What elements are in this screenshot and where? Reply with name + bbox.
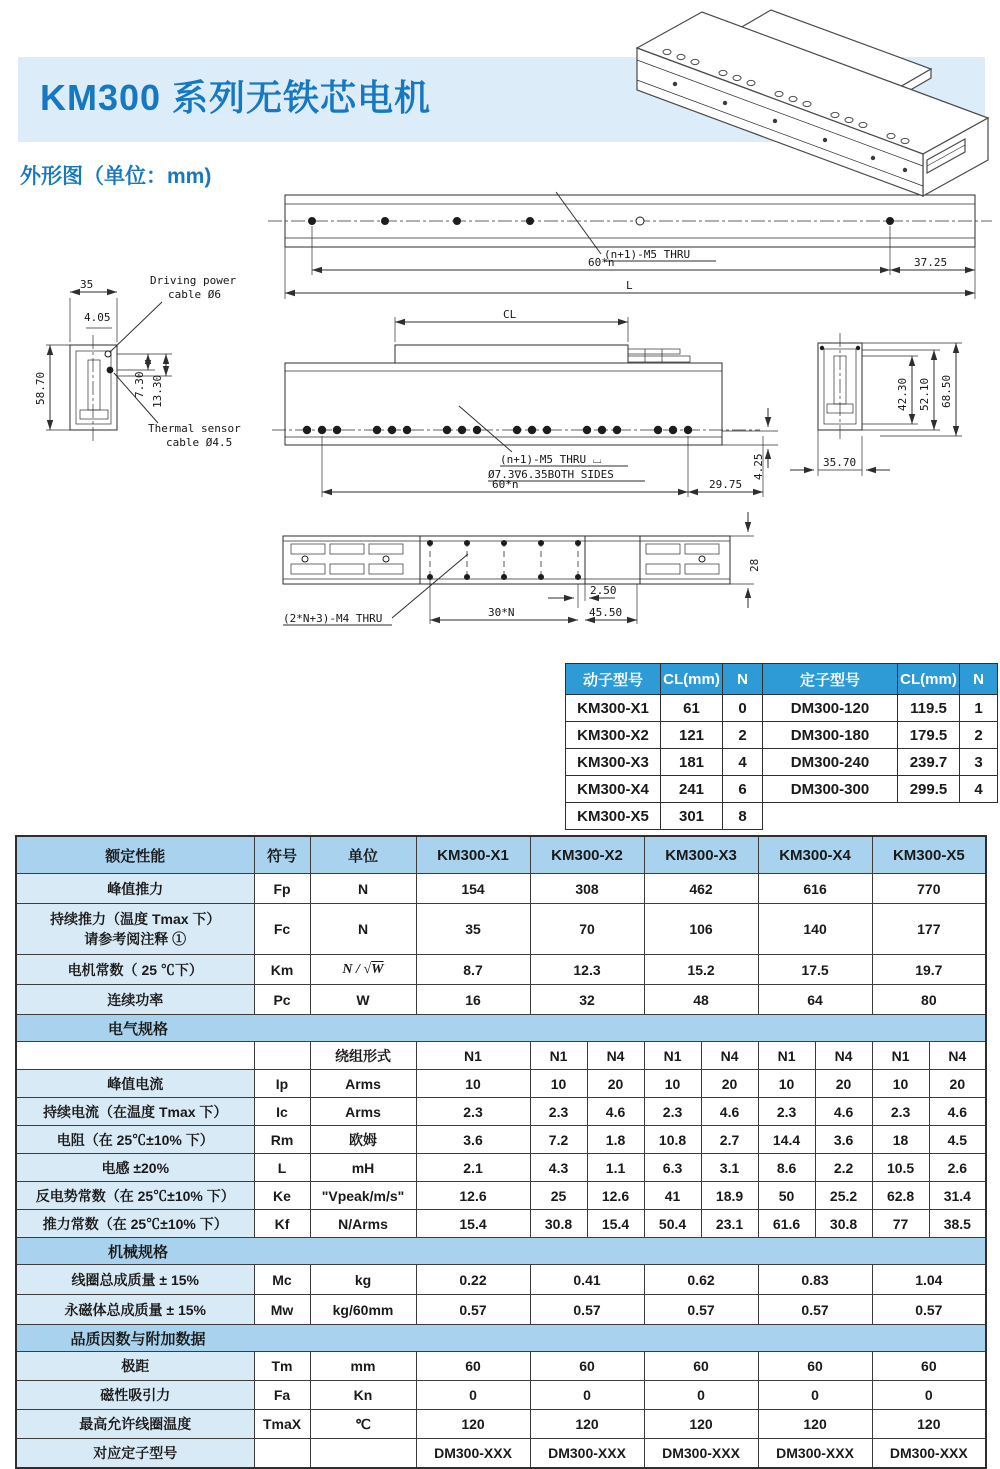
value-cell: 77 xyxy=(872,1210,929,1238)
value-cell: 6.3 xyxy=(644,1154,701,1182)
value-cell: 70 xyxy=(530,904,644,955)
model-table-row xyxy=(566,803,998,830)
value-cell: N1 xyxy=(872,1042,929,1070)
model-table-row xyxy=(566,695,998,722)
rotor-n-cell: 4 xyxy=(723,749,763,776)
symbol-cell xyxy=(254,1042,310,1070)
stator-model-cell: DM300-180 xyxy=(763,722,898,749)
value-cell: 80 xyxy=(872,985,986,1015)
column-header: N xyxy=(960,664,998,695)
rotor-cl-cell: 241 xyxy=(661,776,723,803)
dim-label: (n+1)-M5 THRU ⌴ xyxy=(500,453,602,466)
dim-label: 4.05 xyxy=(84,311,111,324)
value-cell: 60 xyxy=(530,1352,644,1381)
spec-table-header-row xyxy=(16,836,986,874)
value-cell: 0 xyxy=(416,1381,530,1410)
value-cell: 0 xyxy=(530,1381,644,1410)
symbol-cell: Rm xyxy=(254,1126,310,1154)
value-cell: 50.4 xyxy=(644,1210,701,1238)
value-cell: 0.41 xyxy=(530,1265,644,1295)
value-cell: 16 xyxy=(416,985,530,1015)
value-cell: 2.1 xyxy=(416,1154,530,1182)
value-cell: 12.6 xyxy=(587,1182,644,1210)
rotor-cl-cell: 121 xyxy=(661,722,723,749)
unit-cell: Arms xyxy=(310,1098,416,1126)
value-cell: 462 xyxy=(644,874,758,904)
value-cell: 120 xyxy=(530,1410,644,1439)
unit-cell: N/Arms xyxy=(310,1210,416,1238)
symbol-cell: Ke xyxy=(254,1182,310,1210)
dim-label: L xyxy=(626,279,633,292)
value-cell: 2.3 xyxy=(872,1098,929,1126)
value-cell: 308 xyxy=(530,874,644,904)
dim-label: 45.50 xyxy=(589,606,623,619)
value-cell: 20 xyxy=(587,1070,644,1098)
value-cell: 4.6 xyxy=(929,1098,986,1126)
spec-data-row xyxy=(16,874,986,904)
value-cell: 2.3 xyxy=(530,1098,587,1126)
value-cell: 8.6 xyxy=(758,1154,815,1182)
value-cell: 10 xyxy=(416,1070,530,1098)
model-table-body xyxy=(566,695,998,830)
value-cell: 10 xyxy=(872,1070,929,1098)
value-cell: 3.6 xyxy=(416,1126,530,1154)
column-header: 定子型号 xyxy=(763,664,898,695)
parameter-label-cell: 磁性吸引力 xyxy=(16,1381,254,1410)
parameter-label-cell: 永磁体总成质量 ± 15% xyxy=(16,1295,254,1325)
value-cell: 60 xyxy=(416,1352,530,1381)
parameter-label-cell: 电阻（在 25℃±10% 下） xyxy=(16,1126,254,1154)
spec-data-row xyxy=(16,1210,986,1238)
value-cell: 0.57 xyxy=(416,1295,530,1325)
model-selection-table xyxy=(565,663,998,830)
stator-n-cell: 3 xyxy=(960,749,998,776)
dim-label: 68.50 xyxy=(940,374,953,408)
stator-model-cell: DM300-300 xyxy=(763,776,898,803)
dim-label: 30*N xyxy=(488,606,515,619)
unit-cell: kg/60mm xyxy=(310,1295,416,1325)
value-cell: 1.1 xyxy=(587,1154,644,1182)
stator-n-cell: 4 xyxy=(960,776,998,803)
rotor-cl-cell: 301 xyxy=(661,803,723,830)
spec-data-row xyxy=(16,1352,986,1381)
cable-label: cable Ø4.5 xyxy=(166,436,233,449)
symbol-cell: Kf xyxy=(254,1210,310,1238)
dim-label: 52.10 xyxy=(918,377,931,411)
unit-cell: "Vpeak/m/s" xyxy=(310,1182,416,1210)
value-cell: 4.6 xyxy=(587,1098,644,1126)
unit-cell: kg xyxy=(310,1265,416,1295)
value-cell: 8.7 xyxy=(416,955,530,985)
value-cell: 120 xyxy=(416,1410,530,1439)
spec-data-row xyxy=(16,1126,986,1154)
unit-cell: 欧姆 xyxy=(310,1126,416,1154)
value-cell: N4 xyxy=(815,1042,872,1070)
value-cell: DM300-XXX xyxy=(872,1439,986,1469)
value-cell: 12.6 xyxy=(416,1182,530,1210)
rotor-n-cell: 6 xyxy=(723,776,763,803)
unit-cell xyxy=(310,1439,416,1469)
value-cell: 3.1 xyxy=(701,1154,758,1182)
dim-label: 28 xyxy=(748,558,761,572)
right-end-view-drawing xyxy=(790,333,962,476)
rotor-cl-cell: 181 xyxy=(661,749,723,776)
dim-label: 29.75 xyxy=(709,478,743,491)
value-cell: 15.4 xyxy=(416,1210,530,1238)
spec-section-row xyxy=(16,1015,986,1042)
value-cell: N4 xyxy=(701,1042,758,1070)
model-table-row xyxy=(566,722,998,749)
rotor-n-cell: 8 xyxy=(723,803,763,830)
dim-label: 4.25 xyxy=(752,453,765,480)
value-cell: 0.57 xyxy=(530,1295,644,1325)
spec-data-row xyxy=(16,1098,986,1126)
unit-cell: ℃ xyxy=(310,1410,416,1439)
spec-table-body xyxy=(16,874,986,1469)
symbol-cell: Tm xyxy=(254,1352,310,1381)
spec-data-row xyxy=(16,1154,986,1182)
parameter-label-cell: 线圈总成质量 ± 15% xyxy=(16,1265,254,1295)
model-table-row xyxy=(566,749,998,776)
dim-label: 35 xyxy=(80,278,94,291)
value-cell: 64 xyxy=(758,985,872,1015)
column-header: KM300-X2 xyxy=(530,836,644,874)
dim-label: 60*n xyxy=(588,256,615,269)
empty-cell xyxy=(960,803,998,830)
value-cell: 32 xyxy=(530,985,644,1015)
value-cell: 2.3 xyxy=(416,1098,530,1126)
model-table-header-row xyxy=(566,664,998,695)
symbol-cell: Fa xyxy=(254,1381,310,1410)
value-cell: 140 xyxy=(758,904,872,955)
empty-cell xyxy=(898,803,960,830)
value-cell: 30.8 xyxy=(815,1210,872,1238)
value-cell: 12.3 xyxy=(530,955,644,985)
unit-cell: N xyxy=(310,874,416,904)
parameter-label-cell: 反电势常数（在 25℃±10% 下） xyxy=(16,1182,254,1210)
value-cell: 1.8 xyxy=(587,1126,644,1154)
value-cell: 10 xyxy=(530,1070,587,1098)
stator-cl-cell: 299.5 xyxy=(898,776,960,803)
rotor-model-cell: KM300-X4 xyxy=(566,776,661,803)
unit-cell: 绕组形式 xyxy=(310,1042,416,1070)
dim-label: 2.50 xyxy=(590,584,617,597)
top-view-drawing xyxy=(268,192,992,299)
value-cell: 0.83 xyxy=(758,1265,872,1295)
value-cell: 2.3 xyxy=(644,1098,701,1126)
stator-model-cell: DM300-240 xyxy=(763,749,898,776)
value-cell: 18 xyxy=(872,1126,929,1154)
value-cell: 60 xyxy=(644,1352,758,1381)
motor-3d-body xyxy=(637,10,988,196)
cable-label: Driving power xyxy=(150,274,237,287)
spec-data-row xyxy=(16,955,986,985)
value-cell: N1 xyxy=(530,1042,587,1070)
value-cell: 4.5 xyxy=(929,1126,986,1154)
value-cell: 0.57 xyxy=(644,1295,758,1325)
rotor-model-cell: KM300-X2 xyxy=(566,722,661,749)
value-cell: 10.8 xyxy=(644,1126,701,1154)
section-header-cell xyxy=(16,1325,986,1352)
parameter-label-cell: 峰值推力 xyxy=(16,874,254,904)
value-cell: N4 xyxy=(587,1042,644,1070)
value-cell: 0.57 xyxy=(872,1295,986,1325)
spec-section-row xyxy=(16,1238,986,1265)
stator-cl-cell: 239.7 xyxy=(898,749,960,776)
value-cell: 154 xyxy=(416,874,530,904)
value-cell: 770 xyxy=(872,874,986,904)
value-cell: 17.5 xyxy=(758,955,872,985)
specification-table xyxy=(15,835,987,1469)
outline-drawing-subtitle: 外形图（单位：mm) xyxy=(20,165,212,188)
value-cell: 60 xyxy=(758,1352,872,1381)
dim-label: CL xyxy=(503,308,517,321)
value-cell: 61.6 xyxy=(758,1210,815,1238)
value-cell: 31.4 xyxy=(929,1182,986,1210)
parameter-label-cell: 最高允许线圈温度 xyxy=(16,1410,254,1439)
value-cell: 177 xyxy=(872,904,986,955)
value-cell: 35 xyxy=(416,904,530,955)
value-cell: 120 xyxy=(644,1410,758,1439)
section-header-cell xyxy=(16,1238,986,1265)
value-cell: 616 xyxy=(758,874,872,904)
spec-data-row xyxy=(16,1381,986,1410)
parameter-label-cell: 持续电流（在温度 Tmax 下） xyxy=(16,1098,254,1126)
column-header: 单位 xyxy=(310,836,416,874)
symbol-cell: Ip xyxy=(254,1070,310,1098)
cable-label: cable Ø6 xyxy=(168,288,221,301)
spec-data-row xyxy=(16,904,986,955)
dim-label: 60*n xyxy=(492,478,519,491)
value-cell: 0.22 xyxy=(416,1265,530,1295)
spec-data-row xyxy=(16,1265,986,1295)
stator-model-cell: DM300-120 xyxy=(763,695,898,722)
side-view-drawing xyxy=(272,308,778,497)
value-cell: 50 xyxy=(758,1182,815,1210)
value-cell: 0.57 xyxy=(758,1295,872,1325)
spec-section-row xyxy=(16,1325,986,1352)
value-cell: 2.6 xyxy=(929,1154,986,1182)
value-cell: 25.2 xyxy=(815,1182,872,1210)
value-cell: 25 xyxy=(530,1182,587,1210)
column-header: KM300-X5 xyxy=(872,836,986,874)
value-cell: 18.9 xyxy=(701,1182,758,1210)
column-header: CL(mm) xyxy=(661,664,723,695)
column-header: KM300-X3 xyxy=(644,836,758,874)
section-title: 机械规格 xyxy=(107,1243,168,1261)
dim-label: (n+1)-M5 THRU xyxy=(604,248,691,261)
dim-label: 58.70 xyxy=(34,371,47,405)
column-header: CL(mm) xyxy=(898,664,960,695)
value-cell: 0 xyxy=(644,1381,758,1410)
column-header: 额定性能 xyxy=(16,836,254,874)
value-cell: 19.7 xyxy=(872,955,986,985)
rotor-cl-cell: 61 xyxy=(661,695,723,722)
value-cell: N1 xyxy=(416,1042,530,1070)
stator-cl-cell: 119.5 xyxy=(898,695,960,722)
value-cell: 0 xyxy=(758,1381,872,1410)
value-cell: 4.6 xyxy=(815,1098,872,1126)
section-title: 品质因数与附加数据 xyxy=(70,1330,206,1348)
value-cell: 2.2 xyxy=(815,1154,872,1182)
dim-label: 35.70 xyxy=(823,456,857,469)
value-cell: 20 xyxy=(701,1070,758,1098)
parameter-label-cell xyxy=(16,1042,254,1070)
column-header: KM300-X1 xyxy=(416,836,530,874)
value-cell: 15.2 xyxy=(644,955,758,985)
product-isometric-drawing xyxy=(605,0,1000,180)
value-cell: 48 xyxy=(644,985,758,1015)
stator-cl-cell: 179.5 xyxy=(898,722,960,749)
value-cell: 2.3 xyxy=(758,1098,815,1126)
parameter-label-cell: 电感 ±20% xyxy=(16,1154,254,1182)
value-cell: 62.8 xyxy=(872,1182,929,1210)
parameter-label-cell: 推力常数（在 25℃±10% 下） xyxy=(16,1210,254,1238)
value-cell: 38.5 xyxy=(929,1210,986,1238)
stator-n-cell: 1 xyxy=(960,695,998,722)
value-cell: 3.6 xyxy=(815,1126,872,1154)
symbol-cell: L xyxy=(254,1154,310,1182)
value-cell: N1 xyxy=(644,1042,701,1070)
parameter-label-cell: 连续功率 xyxy=(16,985,254,1015)
value-cell: 4.3 xyxy=(530,1154,587,1182)
left-end-view-drawing xyxy=(34,274,241,449)
column-header: 动子型号 xyxy=(566,664,661,695)
parameter-label-cell: 持续推力（温度 Tmax 下） 请参考阅注释 ① xyxy=(16,904,254,955)
value-cell: 20 xyxy=(815,1070,872,1098)
column-header: KM300-X4 xyxy=(758,836,872,874)
spec-data-row xyxy=(16,1182,986,1210)
symbol-cell: Fc xyxy=(254,904,310,955)
parameter-label-cell: 峰值电流 xyxy=(16,1070,254,1098)
parameter-label-cell: 电机常数（ 25 ℃下） xyxy=(16,955,254,985)
symbol-cell xyxy=(254,1439,310,1469)
value-cell: DM300-XXX xyxy=(644,1439,758,1469)
value-cell: 1.04 xyxy=(872,1265,986,1295)
value-cell: 60 xyxy=(872,1352,986,1381)
unit-cell: N xyxy=(310,904,416,955)
rotor-model-cell: KM300-X1 xyxy=(566,695,661,722)
value-cell: 20 xyxy=(929,1070,986,1098)
value-cell: N4 xyxy=(929,1042,986,1070)
value-cell: 10 xyxy=(644,1070,701,1098)
value-cell: DM300-XXX xyxy=(530,1439,644,1469)
dim-label: 37.25 xyxy=(914,256,948,269)
dim-label: 42.30 xyxy=(896,377,909,411)
symbol-cell: TmaX xyxy=(254,1410,310,1439)
cable-label: Thermal sensor xyxy=(148,422,241,435)
unit-cell: Arms xyxy=(310,1070,416,1098)
value-cell: DM300-XXX xyxy=(758,1439,872,1469)
unit-cell: W xyxy=(310,985,416,1015)
value-cell: 14.4 xyxy=(758,1126,815,1154)
page-title: KM300 系列无铁芯电机 xyxy=(40,77,432,118)
rotor-n-cell: 2 xyxy=(723,722,763,749)
rotor-model-cell: KM300-X3 xyxy=(566,749,661,776)
stator-n-cell: 2 xyxy=(960,722,998,749)
value-cell: 0 xyxy=(872,1381,986,1410)
value-cell: DM300-XXX xyxy=(416,1439,530,1469)
symbol-cell: Ic xyxy=(254,1098,310,1126)
value-cell: 7.2 xyxy=(530,1126,587,1154)
parameter-label-cell: 极距 xyxy=(16,1352,254,1381)
unit-cell: N / √W xyxy=(310,955,416,985)
spec-data-row xyxy=(16,1439,986,1469)
value-cell: 2.7 xyxy=(701,1126,758,1154)
value-cell: 15.4 xyxy=(587,1210,644,1238)
rotor-model-cell: KM300-X5 xyxy=(566,803,661,830)
symbol-cell: Km xyxy=(254,955,310,985)
dim-label: 7.30 xyxy=(133,371,146,398)
value-cell: 41 xyxy=(644,1182,701,1210)
value-cell: 120 xyxy=(872,1410,986,1439)
value-cell: 120 xyxy=(758,1410,872,1439)
spec-data-row xyxy=(16,1042,986,1070)
unit-cell: mm xyxy=(310,1352,416,1381)
spec-data-row xyxy=(16,1070,986,1098)
spec-data-row xyxy=(16,1410,986,1439)
model-table-row xyxy=(566,776,998,803)
section-header-cell xyxy=(16,1015,986,1042)
bottom-view-drawing xyxy=(283,512,761,625)
value-cell: 23.1 xyxy=(701,1210,758,1238)
symbol-cell: Mc xyxy=(254,1265,310,1295)
unit-cell: Kn xyxy=(310,1381,416,1410)
dim-label: Ø7.3∇6.35BOTH SIDES xyxy=(488,468,614,481)
value-cell: 0.62 xyxy=(644,1265,758,1295)
spec-data-row xyxy=(16,985,986,1015)
value-cell: 10.5 xyxy=(872,1154,929,1182)
rotor-n-cell: 0 xyxy=(723,695,763,722)
spec-data-row xyxy=(16,1295,986,1325)
unit-cell: mH xyxy=(310,1154,416,1182)
symbol-cell: Pc xyxy=(254,985,310,1015)
column-header: N xyxy=(723,664,763,695)
value-cell: 106 xyxy=(644,904,758,955)
value-cell: 30.8 xyxy=(530,1210,587,1238)
symbol-cell: Mw xyxy=(254,1295,310,1325)
parameter-label-cell: 对应定子型号 xyxy=(16,1439,254,1469)
empty-cell xyxy=(763,803,898,830)
section-title: 电气规格 xyxy=(107,1020,168,1038)
value-cell: N1 xyxy=(758,1042,815,1070)
dim-label: (2*N+3)-M4 THRU xyxy=(283,612,383,625)
symbol-cell: Fp xyxy=(254,874,310,904)
value-cell: 10 xyxy=(758,1070,815,1098)
value-cell: 4.6 xyxy=(701,1098,758,1126)
dim-label: 13.30 xyxy=(151,374,164,408)
column-header: 符号 xyxy=(254,836,310,874)
dimension-drawings xyxy=(0,180,1000,645)
